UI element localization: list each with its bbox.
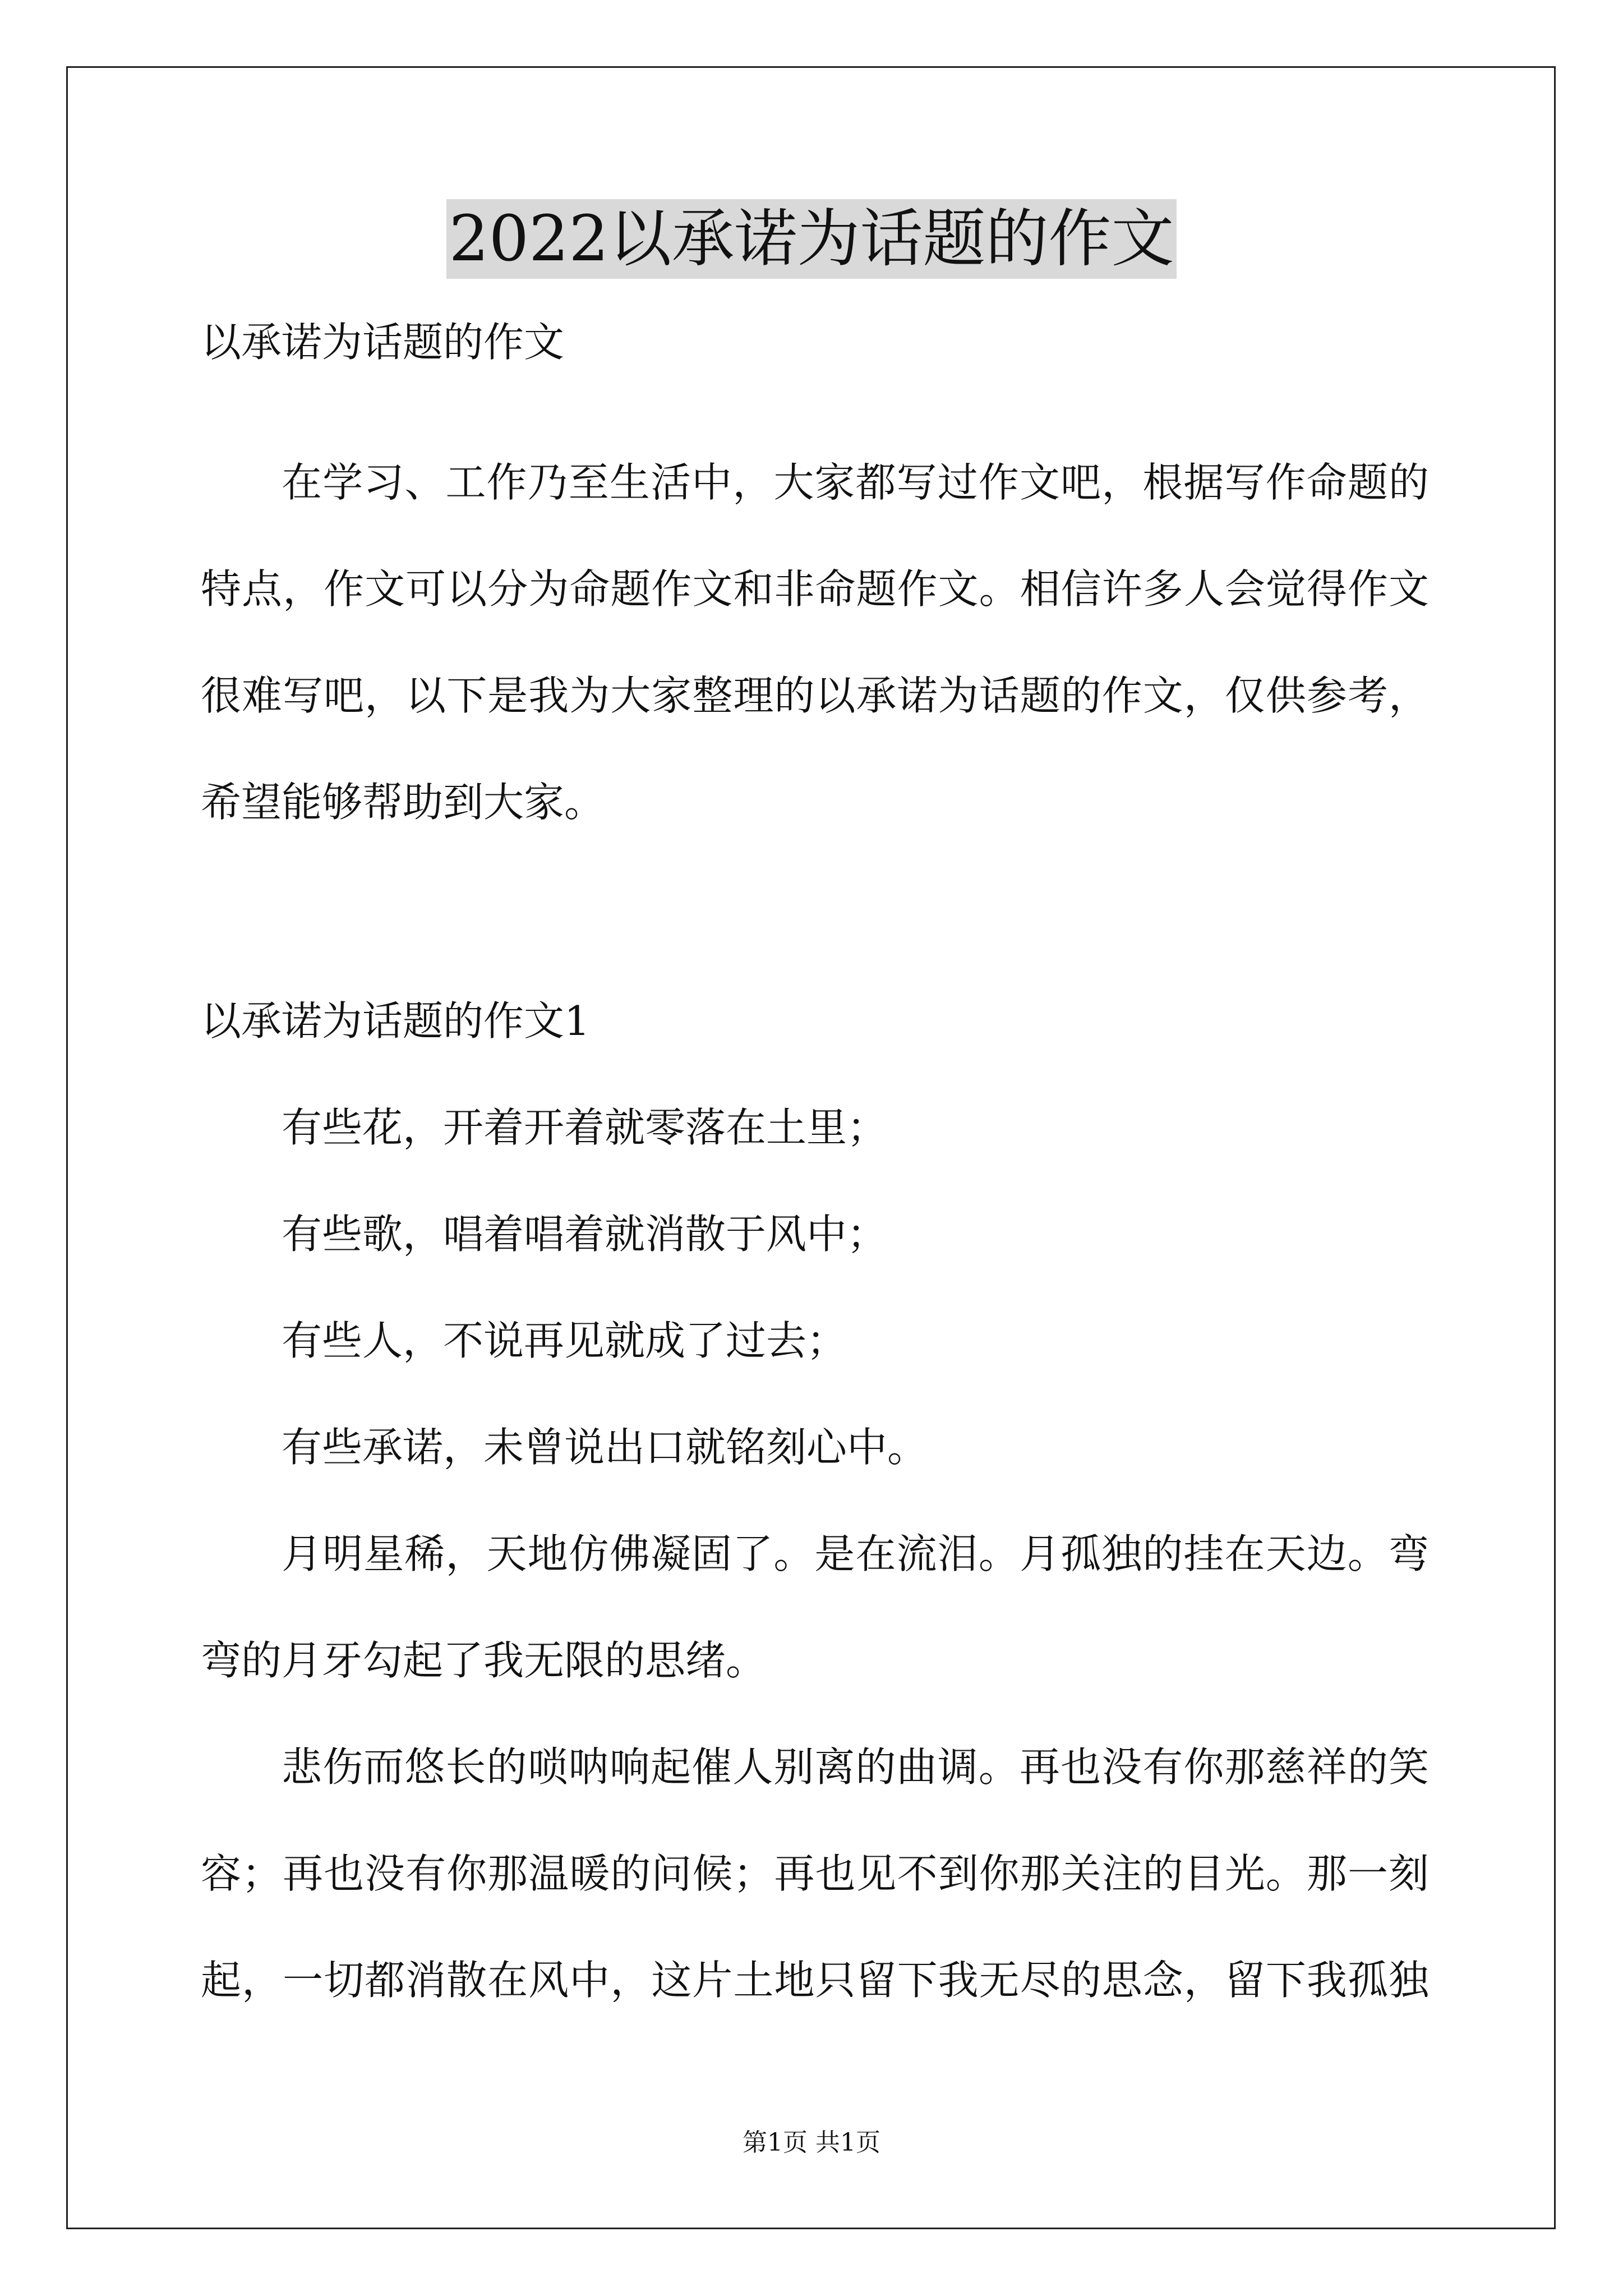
paragraph-line: 很难写吧，以下是我为大家整理的以承诺为话题的作文，仅供参考， bbox=[201, 672, 1429, 719]
page-footer: 第1页 共1页 bbox=[743, 2128, 880, 2157]
document-title: 2022以承诺为话题的作文 bbox=[446, 199, 1176, 279]
paragraph-line: 有些歌，唱着唱着就消散于风中； bbox=[282, 1211, 888, 1258]
paragraph-line: 容；再也没有你那温暖的问候；再也见不到你那关注的目光。那一刻 bbox=[201, 1850, 1429, 1897]
section-heading: 以承诺为话题的作文1 bbox=[201, 997, 590, 1045]
paragraph-line: 起，一切都消散在风中，这片土地只留下我无尽的思念，留下我孤独 bbox=[201, 1957, 1429, 2004]
paragraph-line: 有些人，不说再见就成了过去； bbox=[282, 1317, 847, 1364]
paragraph-line: 有些花，开着开着就零落在土里； bbox=[282, 1104, 888, 1151]
paragraph-line: 有些承诺，未曾说出口就铭刻心中。 bbox=[282, 1424, 928, 1471]
section-heading: 以承诺为话题的作文 bbox=[201, 319, 565, 366]
paragraph-line: 特点，作文可以分为命题作文和非命题作文。相信许多人会觉得作文 bbox=[201, 565, 1429, 613]
paragraph-line: 月明星稀，天地仿佛凝固了。是在流泪。月孤独的挂在天边。弯 bbox=[282, 1530, 1429, 1577]
paragraph-line: 希望能够帮助到大家。 bbox=[201, 779, 605, 826]
title-wrap bbox=[0, 199, 1623, 279]
paragraph-line: 在学习、工作乃至生活中，大家都写过作文吧，根据写作命题的 bbox=[282, 459, 1429, 506]
paragraph-line: 悲伤而悠长的唢呐响起催人别离的曲调。再也没有你那慈祥的笑 bbox=[282, 1743, 1429, 1791]
paragraph-line: 弯的月牙勾起了我无限的思绪。 bbox=[201, 1637, 767, 1684]
